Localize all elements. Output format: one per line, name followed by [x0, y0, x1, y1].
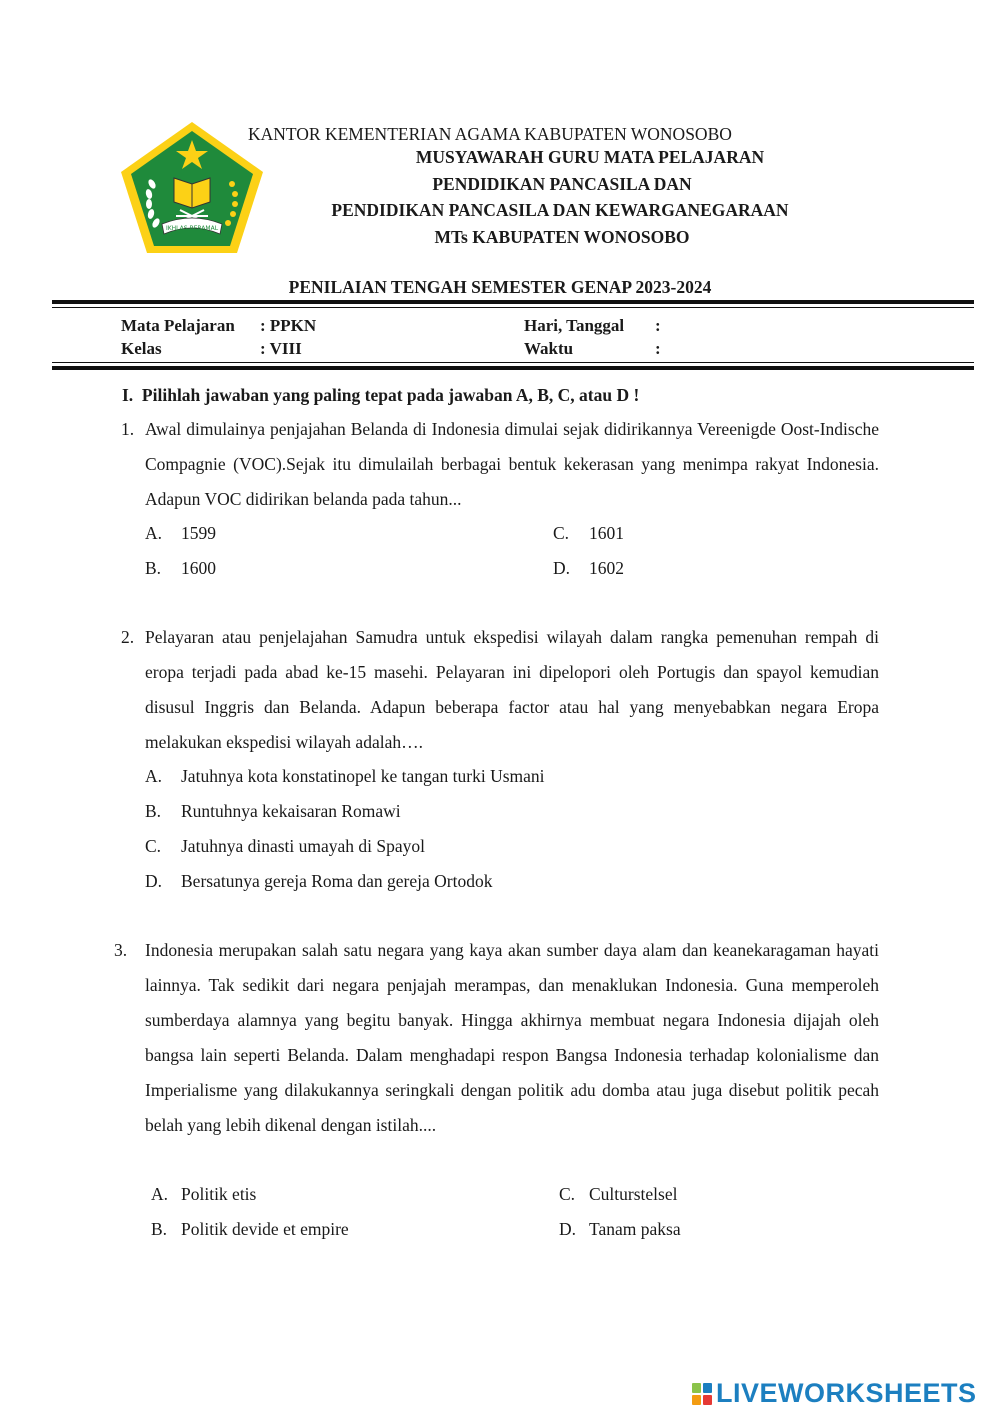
option-letter: C. [559, 1184, 576, 1204]
header-subject-1: PENDIDIKAN PANCASILA DAN [432, 174, 692, 194]
option-letter: D. [559, 1219, 577, 1239]
option-c[interactable] [145, 835, 425, 857]
date-label: Hari, Tanggal [524, 316, 625, 335]
option-letter: D. [145, 871, 163, 891]
option-a[interactable] [145, 522, 216, 544]
header-mgmp: MUSYAWARAH GURU MATA PELAJARAN [415, 147, 765, 167]
option-text: Runtuhnya kekaisaran Romawi [181, 801, 401, 821]
instruction: I. Pilihlah jawaban yang paling tepat pada jawaban A, B, C, atau D ! [122, 385, 640, 405]
option-letter: B. [151, 1219, 168, 1239]
header-school: MTs KABUPATEN WONOSOBO [434, 227, 690, 247]
option-c[interactable] [553, 522, 624, 544]
class-label: Kelas [121, 339, 162, 358]
option-b[interactable] [145, 800, 401, 822]
option-a[interactable] [151, 1183, 256, 1205]
option-b[interactable] [145, 557, 216, 579]
subject-label: Mata Pelajaran [121, 316, 235, 335]
option-c[interactable] [559, 1183, 677, 1205]
option-d[interactable] [145, 870, 492, 892]
option-letter: B. [145, 558, 162, 578]
top-rule-thin [52, 307, 974, 308]
option-letter: C. [553, 523, 570, 543]
question-number: 1. [121, 419, 135, 439]
option-letter: A. [145, 523, 163, 543]
bottom-rule-thin [52, 362, 974, 363]
option-text: 1599 [181, 523, 216, 543]
option-text: Politik devide et empire [181, 1219, 349, 1239]
option-d[interactable] [553, 557, 624, 579]
question-number: 3. [114, 940, 128, 960]
date-colon: : [655, 316, 661, 335]
header-subject-2: PENDIDIKAN PANCASILA DAN KEWARGANEGARAAN [331, 200, 789, 220]
question-text: Awal dimulainya penjajahan Belanda di Indonesia dimulai sejak didirikannya Vereenigde Oost-Indische Compagnie (VOC).Sejak itu dimulailah berbagai bentuk kekerasan yang menimpa rakyat Indonesia. Adapun VOC didirikan belanda pada tahun... [145, 419, 879, 509]
header-office-name: KANTOR KEMENTERIAN AGAMA KABUPATEN WONOSOBO [248, 124, 732, 144]
option-text: Tanam paksa [589, 1219, 681, 1239]
liveworksheets-text: LIVEWORKSHEETS [716, 1378, 977, 1408]
time-colon: : [655, 339, 661, 358]
option-text: 1600 [181, 558, 216, 578]
option-letter: C. [145, 836, 162, 856]
option-text: Culturstelsel [589, 1184, 678, 1204]
option-d[interactable] [559, 1218, 681, 1240]
time-label: Waktu [524, 339, 574, 358]
option-text: Jatuhnya kota konstatinopel ke tangan turki Usmani [181, 766, 545, 786]
option-letter: D. [553, 558, 571, 578]
top-rule-thick [52, 300, 974, 304]
option-b[interactable] [151, 1218, 349, 1240]
class-value: : VIII [260, 339, 302, 358]
bottom-rule-thick [52, 366, 974, 370]
option-letter: A. [151, 1184, 169, 1204]
option-letter: B. [145, 801, 162, 821]
option-text: 1601 [589, 523, 624, 543]
option-text: Bersatunya gereja Roma dan gereja Ortodok [181, 871, 493, 891]
question-text: Indonesia merupakan salah satu negara yang kaya akan sumber daya alam dan keanekaragaman hayati lainnya. Tak sedikit dari negara penjajah merampas, dan menaklukan Indonesia. Guna memperoleh sumberdaya alamnya yang begitu banyak. Hingga akhirnya membuat negara Indonesia dijajah oleh bangsa lain seperti Belanda. Dalam menghadapi respon Bangsa Indonesia terhadap kolonialisme dan Imperialisme yang dilakukannya seringkali dengan politik adu domba atau juga disebut politik pecah belah yang lebih dikenal dengan istilah.... [145, 940, 879, 1135]
option-text: Politik etis [181, 1184, 257, 1204]
exam-title: PENILAIAN TENGAH SEMESTER GENAP 2023-2024 [288, 277, 712, 297]
liveworksheets-logo[interactable] [691, 1378, 977, 1409]
question-number: 2. [121, 627, 135, 647]
option-text: Jatuhnya dinasti umayah di Spayol [181, 836, 425, 856]
option-letter: A. [145, 766, 163, 786]
option-a[interactable] [145, 765, 545, 787]
question-text: Pelayaran atau penjelajahan Samudra untuk ekspedisi wilayah dalam rangka pemenuhan rempah di eropa terjadi pada abad ke-15 masehi. Pelayaran ini dipelopori oleh Portugis dan spayol kemudian disusul Inggris dan Belanda. Adapun beberapa factor atau hal yang menyebabkan negara Eropa melakukan ekspedisi wilayah adalah…. [145, 627, 879, 752]
emblem-motto: IKHLAS BERAMAL [165, 225, 219, 232]
option-text: 1602 [589, 558, 624, 578]
subject-value: : PPKN [260, 316, 317, 335]
liveworksheets-icon [691, 1382, 713, 1406]
